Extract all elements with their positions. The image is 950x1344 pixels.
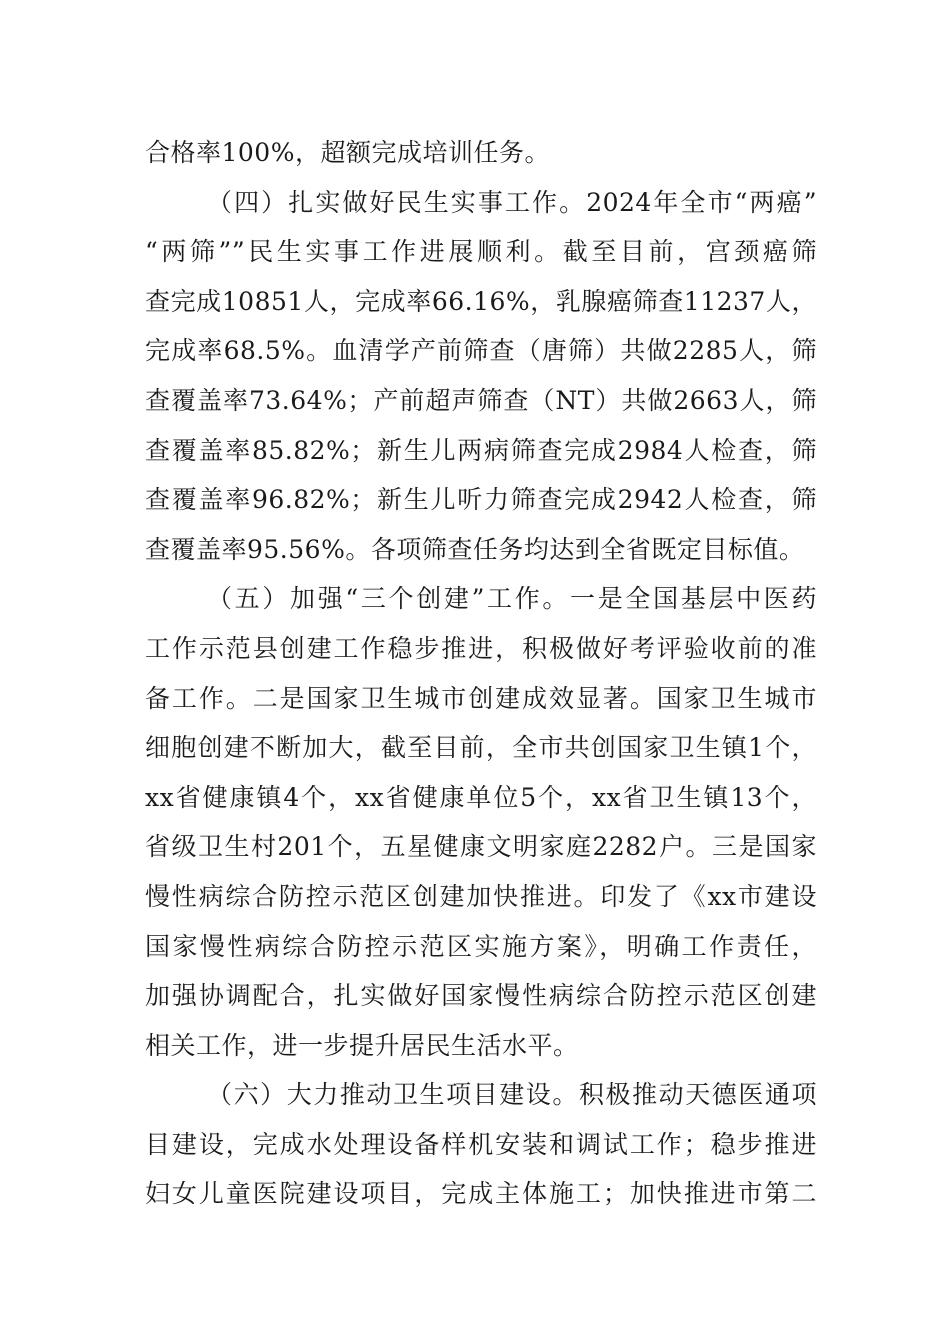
paragraph-line: 加强协调配合，扎实做好国家慢性病综合防控示范区创建	[145, 981, 817, 1011]
paragraph-line: 慢性病综合防控示范区创建加快推进。印发了《xx市建设	[145, 881, 817, 911]
section-heading-line: （四）扎实做好民生实事工作。2024年全市“两癌”	[207, 187, 817, 217]
section-heading-line: （五）加强“三个创建”工作。一是全国基层中医药	[207, 584, 817, 614]
document-body	[145, 128, 817, 1219]
paragraph-line: 相关工作，进一步提升居民生活水平。	[145, 1030, 579, 1060]
paragraph-line: 目建设，完成水处理设备样机安装和调试工作；稳步推进	[145, 1129, 817, 1159]
paragraph-line: xx省健康镇4个，xx省健康单位5个，xx省卫生镇13个，	[145, 782, 817, 812]
section-heading-line: （六）大力推动卫生项目建设。积极推动天德医通项	[207, 1080, 817, 1110]
paragraph-line: 合格率100%，超额完成培训任务。	[145, 138, 550, 167]
paragraph-line: 查覆盖率96.82%；新生儿听力筛查完成2942人检查，筛	[145, 485, 817, 515]
paragraph-line: 工作示范县创建工作稳步推进，积极做好考评验收前的准	[145, 633, 817, 663]
paragraph-line: 备工作。二是国家卫生城市创建成效显著。国家卫生城市	[145, 683, 817, 713]
paragraph-line: 省级卫生村201个，五星健康文明家庭2282户。三是国家	[145, 832, 817, 862]
paragraph-line: 查覆盖率85.82%；新生儿两病筛查完成2984人检查，筛	[145, 435, 817, 465]
paragraph-line: 细胞创建不断加大，截至目前，全市共创国家卫生镇1个，	[145, 733, 817, 763]
paragraph-line: 国家慢性病综合防控示范区实施方案》，明确工作责任，	[145, 931, 817, 961]
paragraph-line: 妇女儿童医院建设项目，完成主体施工；加快推进市第二	[145, 1179, 817, 1209]
paragraph-line: 查完成10851人，完成率66.16%，乳腺癌筛查11237人，	[145, 286, 817, 316]
paragraph-line: 查覆盖率73.64%；产前超声筛查（NT）共做2663人，筛	[145, 385, 817, 415]
paragraph-line: 完成率68.5%。血清学产前筛查（唐筛）共做2285人，筛	[145, 336, 817, 366]
paragraph-line: “两筛””民生实事工作进展顺利。截至目前，宫颈癌筛	[145, 237, 817, 267]
paragraph-line: 查覆盖率95.56%。各项筛查任务均达到全省既定目标值。	[145, 534, 805, 564]
